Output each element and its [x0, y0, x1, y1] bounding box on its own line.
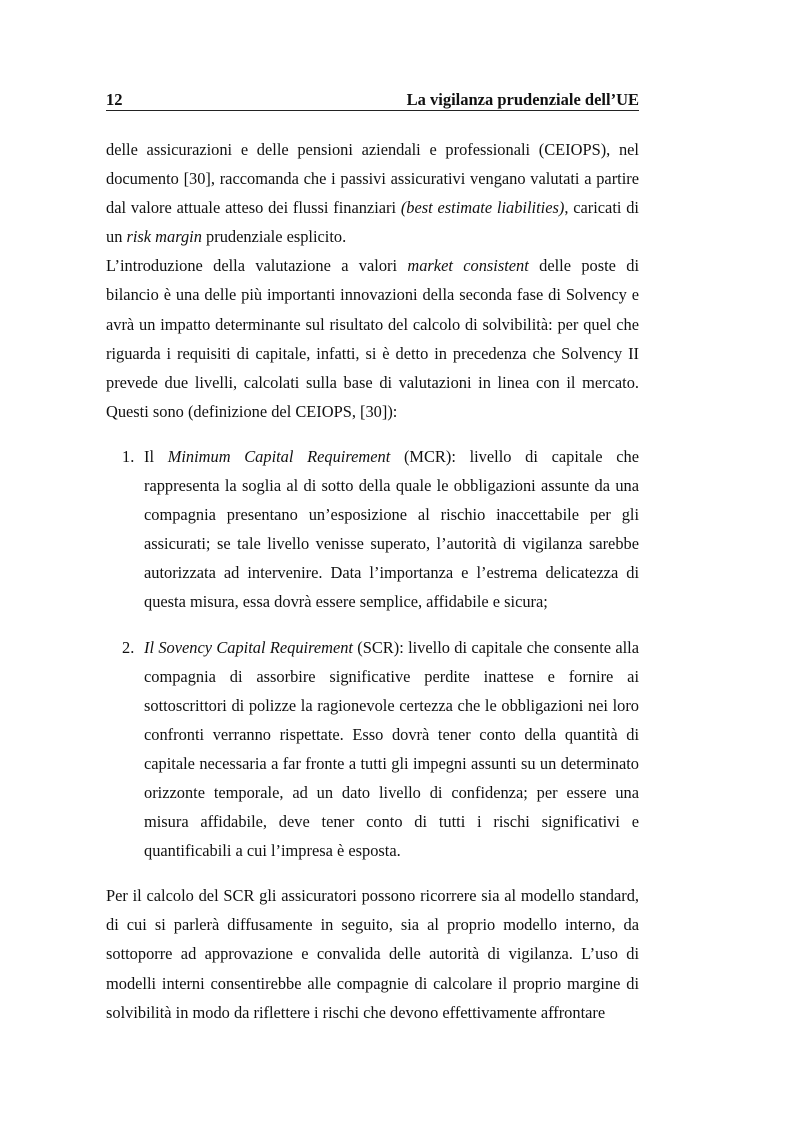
header-rule	[106, 110, 639, 111]
requirements-list	[106, 442, 639, 865]
body-text	[106, 135, 639, 1027]
paragraph: L’introduzione della valutazione a valori market consistent delle poste di bilancio è una delle più importanti innovazioni della seconda fase di Solvency e avrà un impatto determinante sul risultato del calcolo di solvibilità: per quel che riguarda i requisiti di capitale, infatti, si è detto in precedenza che Solvency II prevede due livelli, calcolati sulla base di valutazioni in linea con il mercato. Questi sono (definizione del CEIOPS, [30]):	[106, 256, 639, 421]
page-number: 12	[106, 90, 123, 109]
chapter-title: La vigilanza prudenziale dell’UE	[406, 90, 639, 109]
list-item: 2. Il Sovency Capital Requirement (SCR): livello di capitale che consente alla compagnia di assorbire significative perdite inattese e fornire ai sottoscrittori di polizze la ragionevole certezza che le obbligazioni nei loro confronti verranno rispettate. Esso dovrà tener conto della quantità di capitale necessaria a far fronte a tutti gli impegni assunti su un determinato orizzonte temporale, ad un dato livello di confidenza; per essere una misura affidabile, deve tener conto di tutti i rischi significativi e quantificabili a cui l’impresa è esposta.	[106, 633, 639, 866]
list-number: 1.	[122, 446, 135, 466]
paragraph: Per il calcolo del SCR gli assicuratori possono ricorrere sia al modello standard, di cui si parlerà diffusamente in seguito, sia al proprio modello interno, da sottoporre ad approvazione e convalida delle autorità di vigilanza. L’uso di modelli interni consentirebbe alle compagnie di calcolare il proprio margine di solvibilità in modo da riflettere i rischi che devono effettivamente affrontare	[106, 886, 639, 1022]
list-item: 1. Il Minimum Capital Requirement (MCR): livello di capitale che rappresenta la soglia al di sotto della quale le obbligazioni assunte da una compagnia presentano un’esposizione al rischio inaccettabile per gli assicurati; se tale livello venisse superato, l’autorità di vigilanza sarebbe autorizzata ad intervenire. Data l’importanza e l’estrema delicatezza di questa misura, essa dovrà essere semplice, affidabile e sicura;	[106, 442, 639, 617]
list-number: 2.	[122, 637, 135, 657]
paragraph: delle assicurazioni e delle pensioni aziendali e professionali (CEIOPS), nel documento [30], raccomanda che i passivi assicurativi vengano valutati a partire dal valore attuale atteso dei flussi finanziari (best estimate liabilities), caricati di un risk margin prudenziale esplicito.	[106, 140, 639, 247]
running-header	[106, 88, 639, 112]
